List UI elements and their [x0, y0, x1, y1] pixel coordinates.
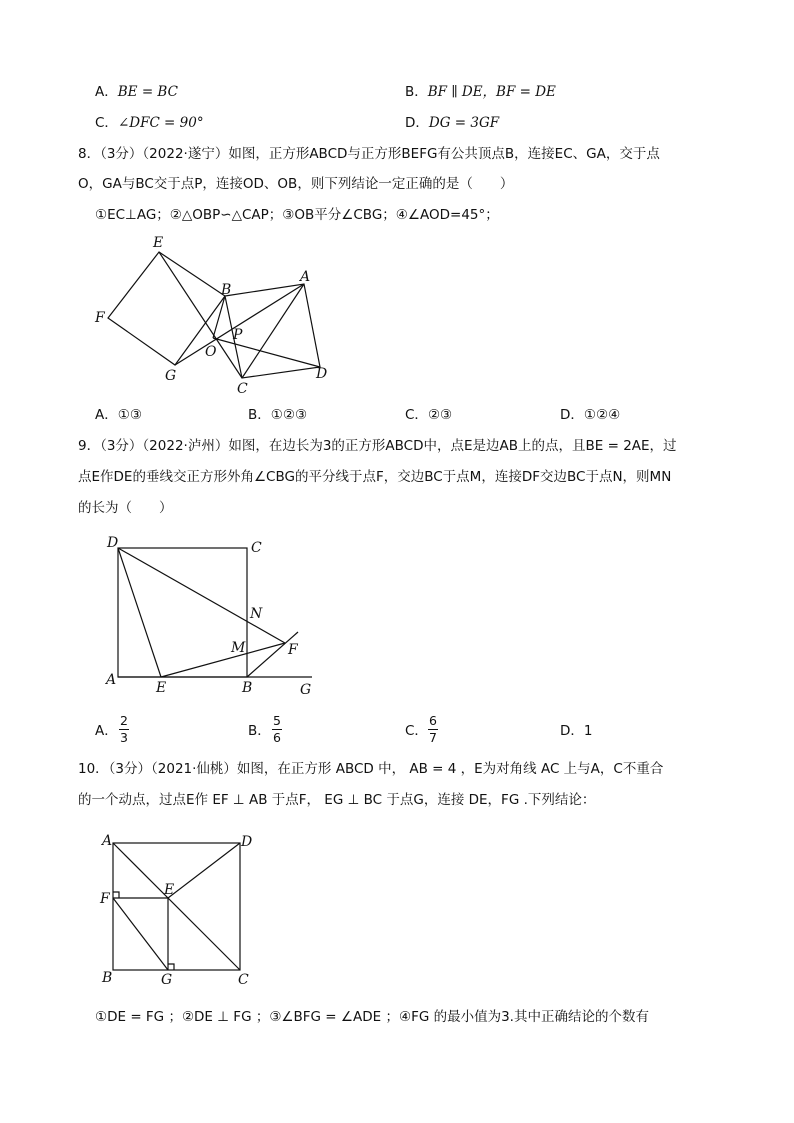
- denominator: 7: [429, 730, 437, 745]
- label-c: C: [251, 540, 262, 556]
- label-b: B: [102, 970, 113, 986]
- option-letter: D．: [560, 407, 584, 423]
- option-text: ①②③: [270, 407, 308, 423]
- label-b: B: [242, 680, 253, 696]
- option-letter: A．: [95, 407, 118, 423]
- denominator: 6: [273, 730, 281, 745]
- segment-de: [168, 843, 240, 898]
- option-text: BE = BC: [117, 84, 178, 100]
- q8-conclusions: ①EC⊥AG；②△OBP∽△CAP；③OB平分∠CBG；④∠AOD=45°；: [95, 207, 499, 223]
- label-f: F: [288, 642, 298, 658]
- label-g: G: [161, 972, 173, 988]
- option-text: ∠DFC = 90°: [117, 115, 204, 131]
- label-o: O: [205, 344, 217, 360]
- label-f: F: [95, 310, 105, 326]
- numerator: 2: [120, 713, 128, 728]
- q10-conclusions: ①DE = FG ；②DE ⊥ FG ；③∠BFG = ∠ADE ；④FG 的最小值为3.其中正确结论的个数有: [95, 1009, 649, 1025]
- option-text: ①②④: [583, 407, 621, 423]
- option-letter: C．: [405, 407, 428, 423]
- label-g: G: [300, 682, 312, 698]
- diagonal-ac: [113, 843, 240, 970]
- label-d: D: [316, 366, 328, 382]
- label-d: D: [107, 535, 119, 551]
- q8-stem-line1: 8．（3分）（2022·遂宁）如图，正方形ABCD与正方形BEFG有公共顶点B，连接EC、GA，交于点: [78, 146, 660, 162]
- option-text: ①③: [117, 407, 142, 423]
- label-d: D: [241, 834, 253, 850]
- label-p: P: [233, 327, 243, 343]
- option-text: BF ∥ DE，BF = DE: [427, 84, 556, 100]
- segment-fg: [113, 898, 168, 970]
- label-e: E: [156, 680, 167, 696]
- right-angle-mark-g: [168, 964, 174, 970]
- option-letter: B．: [405, 84, 428, 100]
- q10-stem-line1: 10．（3分）（2021·仙桃）如图，在正方形 ABCD 中， AB = 4 ，E为对角线 AC 上与A，C不重合: [78, 761, 664, 777]
- q9-stem-line1: 9．（3分）（2022·泸州）如图，在边长为3的正方形ABCD中，点E是边AB上的点，且BE = 2AE，过: [78, 438, 677, 454]
- option-letter: D．: [405, 115, 429, 131]
- option-text: DG = 3GF: [428, 115, 500, 131]
- label-c: C: [237, 381, 248, 397]
- option-letter: C．: [405, 723, 428, 739]
- denominator: 3: [120, 730, 128, 745]
- option-text: ②③: [427, 407, 453, 423]
- label-a: A: [106, 672, 117, 688]
- option-letter: D．: [560, 723, 584, 739]
- right-angle-mark-f: [113, 892, 119, 898]
- option-letter: B．: [248, 407, 271, 423]
- label-m: M: [231, 640, 246, 656]
- q9-stem-line3: 的长为（ ）: [78, 500, 173, 516]
- label-a: A: [102, 833, 113, 849]
- label-n: N: [250, 606, 263, 622]
- option-letter: B．: [248, 723, 271, 739]
- numerator: 5: [273, 713, 281, 728]
- label-c: C: [238, 972, 249, 988]
- option-text: 1: [583, 723, 593, 739]
- option-letter: C．: [95, 115, 118, 131]
- q10-stem-line2: 的一个动点，过点E作 EF ⊥ AB 于点F， EG ⊥ BC 于点G，连接 DE，FG .下列结论：: [78, 792, 596, 808]
- numerator: 6: [429, 713, 437, 728]
- label-a: A: [300, 269, 311, 285]
- option-letter: A．: [95, 84, 118, 100]
- label-b: B: [221, 282, 232, 298]
- option-letter: A．: [95, 723, 118, 739]
- label-g: G: [165, 368, 177, 384]
- q9-stem-line2: 点E作DE的垂线交正方形外角∠CBG的平分线于点F，交边BC于点M，连接DF交边BC于点N，则MN: [78, 469, 672, 485]
- label-e: E: [153, 235, 164, 251]
- label-e: E: [164, 882, 175, 898]
- q8-stem-line2: O，GA与BC交于点P，连接OD、OB，则下列结论一定正确的是（ ）: [78, 176, 514, 192]
- label-f: F: [100, 891, 110, 907]
